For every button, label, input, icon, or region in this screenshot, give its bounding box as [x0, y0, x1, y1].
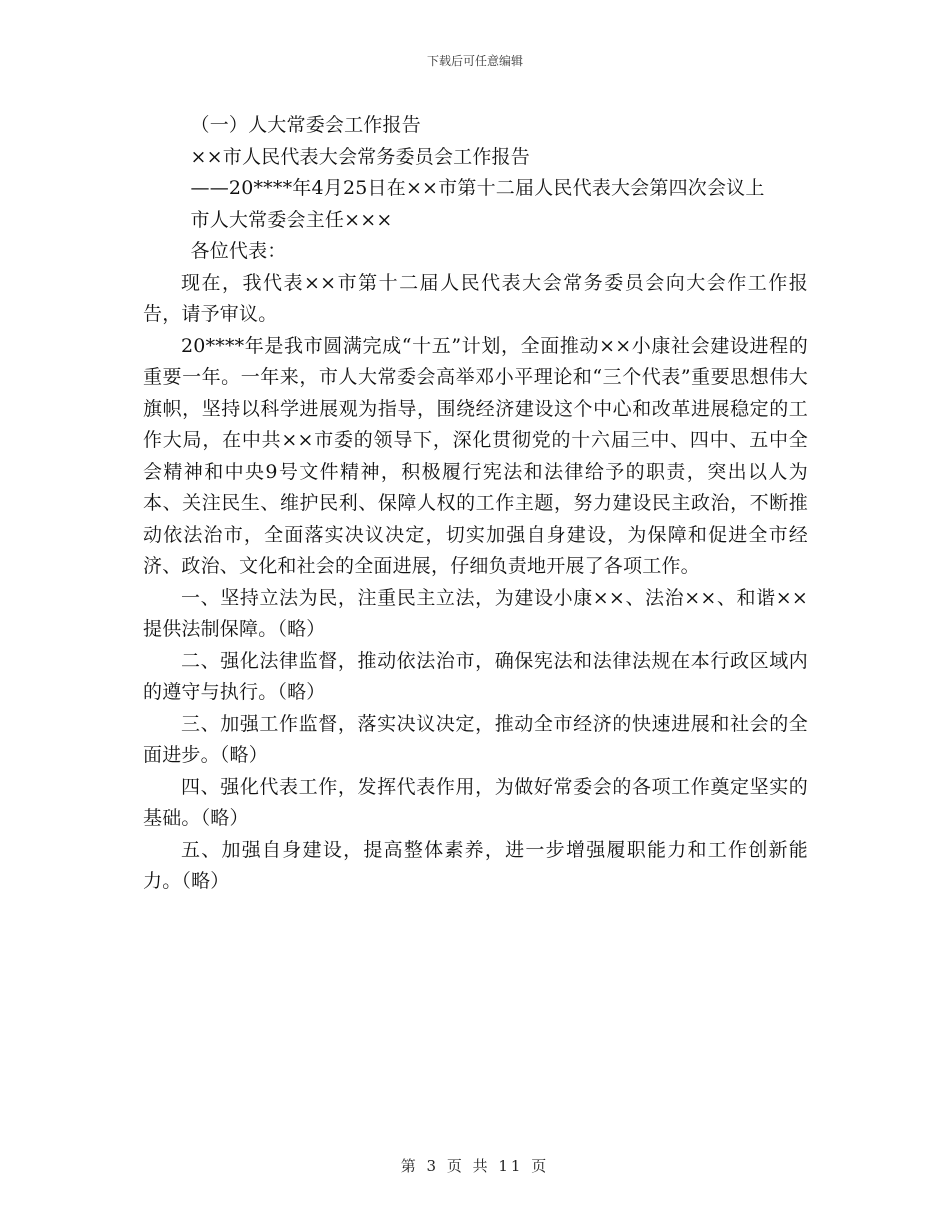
document-body	[143, 110, 808, 898]
paragraph: 现在，我代表××市第十二届人民代表大会常务委员会向大会作工作报告，请予审议。	[143, 271, 808, 325]
section-heading: （一）人大常委会工作报告	[190, 114, 421, 136]
paragraph: 三、加强工作监督，落实决议决定，推动全市经济的快速进展和社会的全面进步。（略）	[143, 712, 808, 766]
paragraph: 二、强化法律监督，推动依法治市，确保宪法和法律法规在本行政区域内的遵守与执行。（略）	[143, 649, 808, 703]
paragraph: 一、坚持立法为民，注重民主立法，为建设小康××、法治××、和谐××提供法制保障。（略）	[143, 586, 808, 640]
report-title: ××市人民代表大会常务委员会工作报告	[190, 145, 530, 168]
report-author: 市人大常委会主任×××	[190, 208, 393, 231]
paragraph: 五、加强自身建设，提高整体素养，进一步增强履职能力和工作创新能力。（略）	[143, 838, 808, 892]
page-number-footer: 第 3 页 共 11 页	[400, 1157, 550, 1175]
paragraph: 四、强化代表工作，发挥代表作用，为做好常委会的各项工作奠定坚实的基础。（略）	[143, 775, 808, 829]
page-header-note: 下载后可任意编辑	[426, 54, 523, 68]
report-subtitle: ——20****年4月25日在××市第十二届人民代表大会第四次会议上	[190, 177, 765, 199]
salutation: 各位代表：	[190, 240, 287, 262]
paragraph: 20****年是我市圆满完成“十五”计划，全面推动××小康社会建设进程的重要一年。一年来，市人大常委会高举邓小平理论和“三个代表”重要思想伟大旗帜，坚持以科学进展观为指导，围绕经济建设这个中心和改革进展稳定的工作大局，在中共××市委的领导下，深化贯彻党的十六届三中、四中、五中全会精神和中央9号文件精神，积极履行宪法和法律给予的职责，突出以人为本、关注民生、维护民利、保障人权的工作主题，努力建设民主政治，不断推动依法治市，全面落实决议决定，切实加强自身建设，为保障和促进全市经济、政治、文化和社会的全面进展，仔细负责地开展了各项工作。	[143, 334, 808, 577]
